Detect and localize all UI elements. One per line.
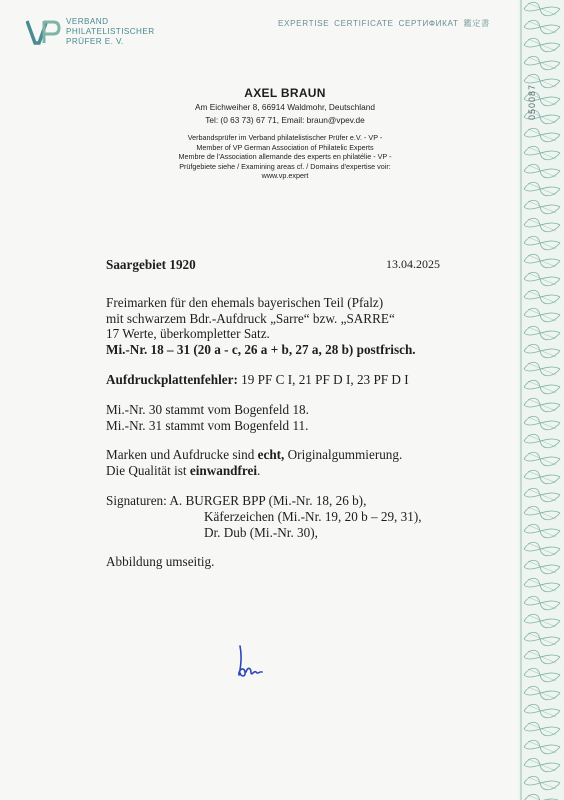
serial-number: 050087 bbox=[527, 83, 537, 120]
logo-line: PRÜFER E. V. bbox=[66, 37, 124, 46]
catalog-numbers: Mi.-Nr. 18 – 31 (20 a - c, 26 a + b, 27 a, 28 b) postfrisch. bbox=[106, 342, 416, 358]
vp-website: www.vp.expert bbox=[261, 171, 309, 181]
certificate-body bbox=[106, 257, 506, 570]
genuine-statement bbox=[106, 447, 506, 463]
issuer-contact: Tel: (0 63 73) 67 71, Email: braun@vpev.de bbox=[205, 115, 365, 125]
vp-line: Verbandsprüfer im Verband philatelistischer Prüfer e.V. - VP - bbox=[187, 133, 383, 142]
signature-entry: A. BURGER BPP (Mi.-Nr. 18, 26 b), bbox=[169, 492, 367, 508]
vp-logo-icon bbox=[26, 19, 62, 45]
guilloche-pattern-icon bbox=[518, 0, 564, 800]
description-line: 17 Werte, überkompletter Satz. bbox=[106, 326, 270, 342]
vp-membership bbox=[100, 133, 470, 181]
field-note: Mi.-Nr. 30 stammt vom Bogenfeld 18. bbox=[106, 401, 309, 417]
security-border bbox=[518, 0, 564, 800]
logo-line: VERBAND bbox=[66, 17, 109, 26]
genuine-suffix: Originalgummierung. bbox=[284, 447, 403, 463]
quality-prefix: Die Qualität ist bbox=[106, 463, 190, 479]
quality-statement bbox=[106, 463, 506, 479]
genuine-prefix: Marken und Aufdrucke sind bbox=[106, 447, 258, 463]
logo-text bbox=[66, 17, 155, 47]
certificate-title: EXPERTISE CERTIFICATE СЕРТИФИКАТ 鑑定書 bbox=[278, 19, 490, 28]
vp-line: Member of VP German Association of Philatelic Experts bbox=[196, 142, 374, 152]
vp-line: Prüfgebiete siehe / Examining areas cf. / Domains d'expertise voir: bbox=[179, 161, 391, 171]
certificate-heading bbox=[106, 257, 466, 273]
signature-icon bbox=[232, 642, 272, 682]
plate-errors bbox=[106, 372, 506, 388]
signatures-label: Signaturen: bbox=[106, 492, 167, 508]
signature-entry: Käferzeichen (Mi.-Nr. 19, 20 b – 29, 31), bbox=[204, 508, 422, 524]
logo-line: PHILATELISTISCHER bbox=[66, 27, 155, 36]
signatures-block bbox=[106, 493, 506, 540]
plate-errors-value: 19 PF C I, 21 PF D I, 23 PF D I bbox=[237, 371, 409, 387]
field-note: Mi.-Nr. 31 stammt vom Bogenfeld 11. bbox=[106, 417, 309, 433]
description-line: mit schwarzem Bdr.-Aufdruck „Sarre“ bzw. „SARRE“ bbox=[106, 310, 395, 326]
signature-entry: Dr. Dub (Mi.-Nr. 30), bbox=[204, 524, 318, 540]
genuine-bold: echt, bbox=[257, 447, 285, 463]
description-line: Freimarken für den ehemals bayerischen Teil (Pfalz) bbox=[106, 294, 384, 310]
quality-suffix: . bbox=[257, 463, 261, 479]
issuer-address: Am Eichweiher 8, 66914 Waldmohr, Deutschland bbox=[194, 102, 375, 112]
issuer-name: AXEL BRAUN bbox=[244, 86, 326, 100]
region-year: Saargebiet 1920 bbox=[106, 257, 196, 272]
vp-line: Membre de l'Association allemande des experts en philatélie - VP - bbox=[178, 152, 392, 162]
certificate-date: 13.04.2025 bbox=[386, 257, 440, 271]
issuer-block bbox=[100, 86, 470, 181]
plate-errors-label: Aufdruckplattenfehler: bbox=[106, 371, 238, 387]
handwritten-signature bbox=[232, 642, 272, 687]
signature-line bbox=[106, 493, 506, 509]
vp-logo bbox=[26, 19, 155, 47]
illustration-note: Abbildung umseitig. bbox=[106, 554, 215, 570]
quality-bold: einwandfrei bbox=[189, 463, 258, 479]
